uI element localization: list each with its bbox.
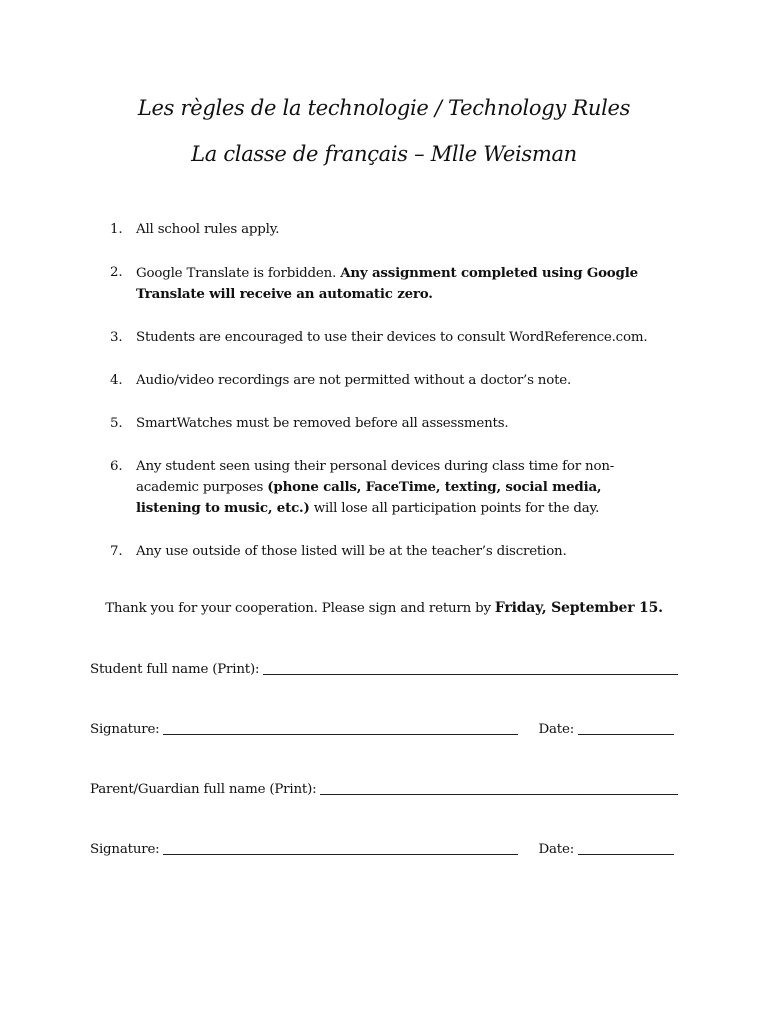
document-title: Les règles de la technologie / Technology Rules bbox=[137, 96, 631, 120]
closing-note bbox=[0, 600, 768, 616]
rule-text: All school rules apply. bbox=[136, 222, 280, 237]
rule-item bbox=[106, 263, 666, 305]
rule-text: Any student seen using their personal devices during class time for non-academic purposes bbox=[136, 459, 615, 495]
rule-text-bold: (phone calls, FaceTime, texting, social media, listening to music, etc.) bbox=[136, 479, 602, 516]
rule-number: 5. bbox=[110, 416, 123, 431]
rule-number: 3. bbox=[110, 330, 123, 345]
parent-name-label: Parent/Guardian full name (Print): bbox=[90, 782, 317, 797]
rule-text: Google Translate is forbidden. bbox=[136, 266, 341, 281]
student-signature-row bbox=[90, 722, 678, 737]
rule-item bbox=[106, 220, 666, 240]
rule-item bbox=[106, 414, 666, 434]
rule-number: 2. bbox=[110, 265, 123, 280]
parent-name-field[interactable] bbox=[320, 794, 678, 795]
signature-label: Signature: bbox=[90, 842, 160, 857]
rule-text: Audio/video recordings are not permitted without a doctor’s note. bbox=[136, 373, 572, 388]
document-subtitle: La classe de français – Mlle Weisman bbox=[191, 142, 577, 166]
closing-text: Thank you for your cooperation. Please sign and return by bbox=[105, 601, 495, 616]
rule-text: Students are encouraged to use their devices to consult WordReference.com. bbox=[136, 330, 648, 345]
rule-number: 4. bbox=[110, 373, 123, 388]
rule-item bbox=[106, 328, 666, 348]
rule-text: Any use outside of those listed will be at the teacher’s discretion. bbox=[136, 544, 567, 559]
rule-text: SmartWatches must be removed before all assessments. bbox=[136, 416, 509, 431]
student-name-field[interactable] bbox=[263, 674, 678, 675]
rule-text-after: will lose all participation points for the day. bbox=[309, 501, 600, 516]
rule-number: 6. bbox=[110, 459, 123, 474]
rules-list bbox=[106, 220, 666, 585]
student-name-row bbox=[90, 662, 678, 677]
parent-signature-field[interactable] bbox=[163, 854, 518, 855]
date-label: Date: bbox=[538, 722, 575, 737]
rule-number: 1. bbox=[110, 222, 123, 237]
student-signature-field[interactable] bbox=[163, 734, 518, 735]
parent-name-row bbox=[90, 782, 678, 797]
rule-text-bold: Any assignment completed using Google Translate will receive an automatic zero. bbox=[136, 265, 638, 302]
signature-label: Signature: bbox=[90, 722, 160, 737]
student-date-field[interactable] bbox=[578, 734, 674, 735]
parent-date-field[interactable] bbox=[578, 854, 674, 855]
date-label: Date: bbox=[538, 842, 575, 857]
rule-item bbox=[106, 371, 666, 391]
parent-signature-row bbox=[90, 842, 678, 857]
student-name-label: Student full name (Print): bbox=[90, 662, 260, 677]
rule-number: 7. bbox=[110, 544, 123, 559]
return-deadline: Friday, September 15. bbox=[494, 600, 663, 616]
rule-item bbox=[106, 457, 666, 519]
rule-item bbox=[106, 542, 666, 562]
